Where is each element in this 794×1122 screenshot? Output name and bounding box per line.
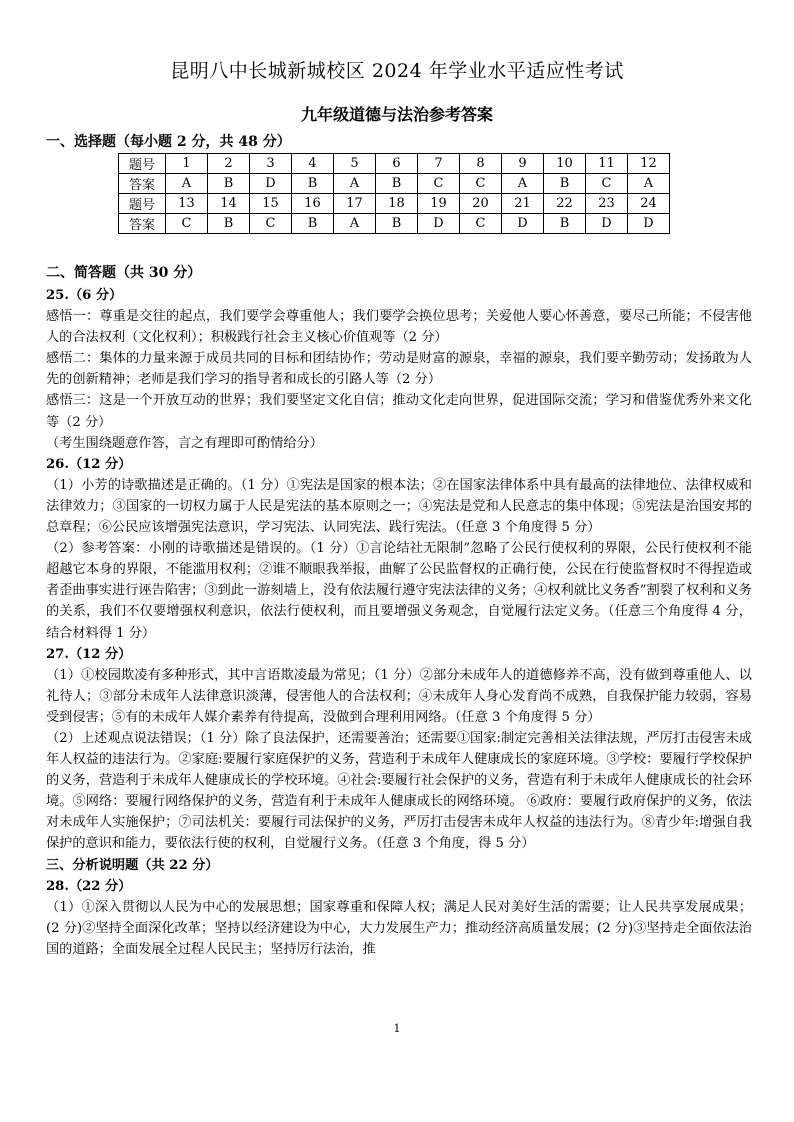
table-cell: 4 (292, 154, 334, 174)
table-cell: A (628, 174, 670, 194)
answer-body (46, 285, 752, 960)
table-cell: 14 (208, 194, 250, 214)
table-cell: A (334, 214, 376, 234)
table-cell: 8 (460, 154, 502, 174)
table-cell: 1 (166, 154, 208, 174)
table-cell: A (502, 174, 544, 194)
table-cell: B (208, 214, 250, 234)
table-cell: 6 (376, 154, 418, 174)
table-cell: A (334, 174, 376, 194)
q26-paragraph: （1）小芳的诗歌描述是正确的。（1 分）①宪法是国家的根本法；②在国家法律体系中具有最高的法律地位、法律权威和法律效力；③国家的一切权力属于人民是宪法的基本原则之一；④宪法是党和人民意志的集中体现；⑤宪法是治国安邦的总章程；⑥公民应该增强宪法意识，学习宪法、认同宪法、践行宪法。（任意 3 个角度得 5 分） (46, 477, 752, 536)
table-cell: B (292, 214, 334, 234)
document-subtitle: 九年级道德与法治参考答案 (300, 105, 493, 124)
row-label: 答案 (119, 214, 166, 234)
section-3-heading: 三、分析说明题（共 22 分） (46, 857, 219, 873)
table-cell: 15 (250, 194, 292, 214)
table-cell: B (376, 174, 418, 194)
q25-note: （考生围绕题意作答，言之有理即可酌情给分） (46, 435, 323, 451)
table-cell: C (250, 214, 292, 234)
table-cell: C (460, 214, 502, 234)
row-label: 题号 (119, 194, 166, 214)
q26-paragraph: （2）参考答案：小刚的诗歌描述是错误的。（1 分）①言论结社无限制”忽略了公民行使权利的界限，公民行使权利不能超越它本身的界限，不能滥用权利；②谁不顺眼我举报，曲解了公民监督权的正确行使，公民在行使监督权时不得捏造或者歪曲事实进行诬告陷害；③到此一游刻墙上，没有依法履行遵守宪法法律的义务；④权利就比义务香”割裂了权利和义务的关系，我们不仅要增强权利意识，依法行使权利，而且要增强义务观念，自觉履行法定义务。（任意三个角度得 4 分，结合材料得 1 分） (46, 541, 752, 641)
table-cell: 7 (418, 154, 460, 174)
question-28-heading: 28.（22 分） (46, 878, 132, 894)
table-cell: 23 (586, 194, 628, 214)
table-cell: 3 (250, 154, 292, 174)
row-label: 答案 (119, 174, 166, 194)
table-cell: A (166, 174, 208, 194)
table-cell: 13 (166, 194, 208, 214)
table-cell: 22 (544, 194, 586, 214)
table-cell: D (586, 214, 628, 234)
q27-paragraph: （2）上述观点说法错误；（1 分）除了良法保护，还需要善治；还需要①国家:制定完善相关法律法规，严厉打击侵害未成年人权益的违法行为。②家庭:要履行家庭保护的义务，营造利于未成年人健康成长的家庭环境。③学校：要履行学校保护的义务，营造利于未成年人健康成长的学校环境。④社会:要履行社会保护的义务，营造有利于未成年人健康成长的社会环境。⑤网络：要履行网络保护的义务，营造有利于未成年人健康成长的网络环境。 ⑥政府：要履行政府保护的义务，依法对未成年人实施保护；⑦司法机关：要履行司法保护的义务，严厉打击侵害未成年人权益的违法行为。⑧青少年:增强自我保护的意识和能力，要依法行使的权利，自觉履行义务。（任意 3 个角度，得 5 分） (46, 730, 752, 852)
question-27-heading: 27.（12 分） (46, 646, 132, 662)
table-cell: 5 (334, 154, 376, 174)
table-cell: 11 (586, 154, 628, 174)
table-cell: 9 (502, 154, 544, 174)
table-cell: D (628, 214, 670, 234)
document-title: 昆明八中长城新城校区 2024 年学业水平适应性考试 (170, 60, 624, 82)
question-25-heading: 25.（6 分） (46, 288, 123, 303)
table-row-answers-2 (119, 214, 670, 234)
table-cell: B (544, 214, 586, 234)
q25-paragraph: 感悟二：集体的力量来源于成员共同的目标和团结协作；劳动是财富的源泉，幸福的源泉，我们要辛勤劳动；发扬敢为人先的创新精神；老师是我们学习的指导者和成长的引路人等（2 分） (46, 351, 752, 388)
table-row-numbers-1 (119, 154, 670, 174)
answer-table (118, 153, 670, 234)
table-cell: D (502, 214, 544, 234)
table-cell: C (166, 214, 208, 234)
section-2-heading: 二、简答题（共 30 分） (46, 265, 202, 281)
table-cell: C (418, 174, 460, 194)
table-cell: 20 (460, 194, 502, 214)
table-cell: B (544, 174, 586, 194)
table-row-numbers-2 (119, 194, 670, 214)
table-cell: 12 (628, 154, 670, 174)
table-cell: B (292, 174, 334, 194)
table-cell: 2 (208, 154, 250, 174)
table-cell: 21 (502, 194, 544, 214)
table-cell: 10 (544, 154, 586, 174)
table-cell: 18 (376, 194, 418, 214)
q25-paragraph: 感悟三：这是一个开放互动的世界；我们要坚定文化自信；推动文化走向世界，促进国际交流；学习和借鉴优秀外来文化等（2 分） (46, 393, 752, 430)
table-cell: B (208, 174, 250, 194)
table-cell: 16 (292, 194, 334, 214)
page-number: 1 (393, 1022, 401, 1035)
table-cell: 19 (418, 194, 460, 214)
q25-paragraph: 感悟一：尊重是交往的起点，我们要学会尊重他人；我们要学会换位思考；关爱他人要心怀善意，要尽己所能；不侵害他人的合法权利（文化权利）；积极践行社会主义核心价值观等（2 分） (46, 309, 752, 346)
table-row-answers-1 (119, 174, 670, 194)
table-cell: D (250, 174, 292, 194)
q27-paragraph: （1）①校园欺凌有多种形式，其中言语欺凌最为常见；（1 分）②部分未成年人的道德修养不高，没有做到尊重他人、以礼待人；③部分未成年人法律意识淡薄，侵害他人的合法权利；④未成年人身心发育尚不成熟，自我保护能力较弱，容易受到侵害；⑤有的未成年人媒介素养有待提高，没做到合理利用网络。（任意 3 个角度得 5 分） (46, 667, 752, 725)
table-cell: 24 (628, 194, 670, 214)
table-cell: C (460, 174, 502, 194)
table-cell: C (586, 174, 628, 194)
question-26-heading: 26.（12 分） (46, 456, 132, 472)
table-cell: B (376, 214, 418, 234)
row-label: 题号 (119, 154, 166, 174)
section-1-heading: 一、选择题（每小题 2 分，共 48 分） (46, 134, 291, 150)
table-cell: D (418, 214, 460, 234)
q28-paragraph: （1）①深入贯彻以人民为中心的发展思想；国家尊重和保障人权；满足人民对美好生活的需要；让人民共享发展成果；(2 分)②坚持全面深化改革；坚持以经济建设为中心，大力发展生产力；推动经济高质量发展；(2 分)③坚持走全面依法治国的道路；全面发展全过程人民民主；坚持厉行法治，推 (46, 899, 752, 957)
table-cell: 17 (334, 194, 376, 214)
